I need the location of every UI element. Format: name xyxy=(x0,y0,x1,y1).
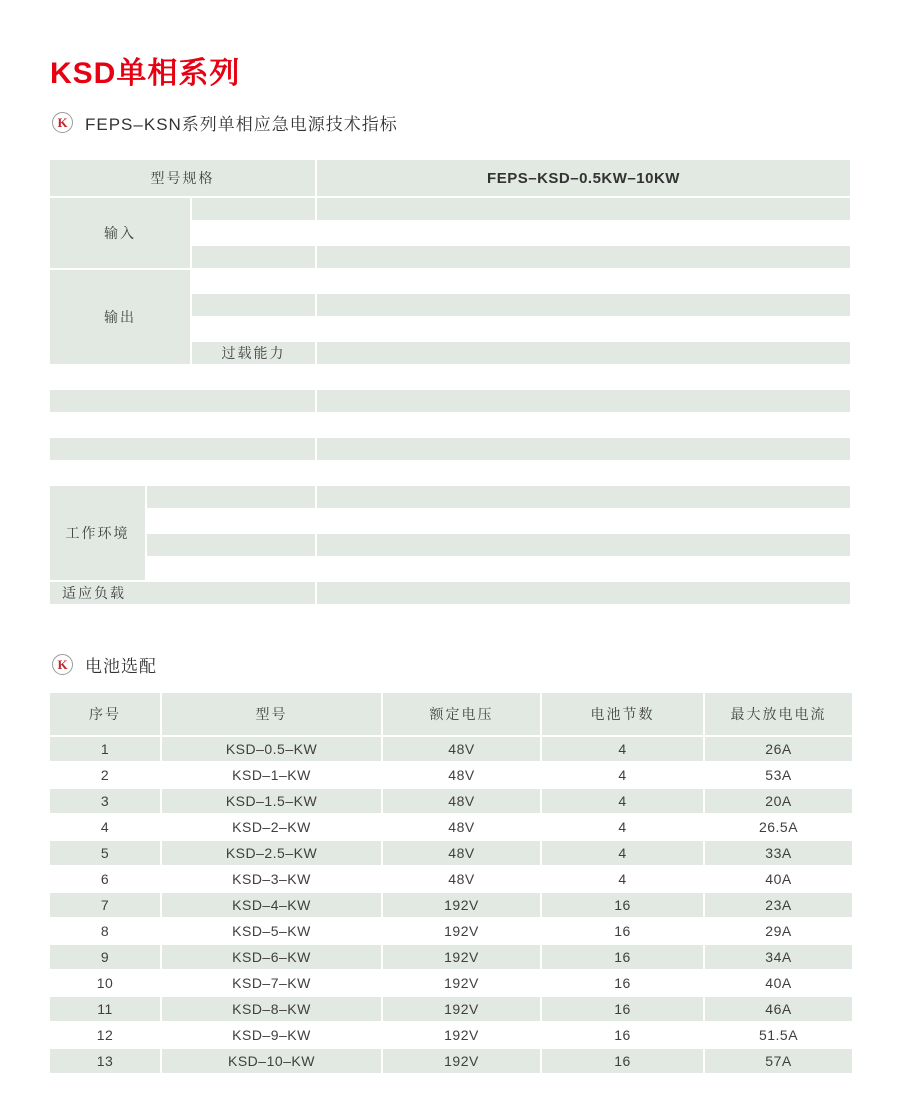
battery-row xyxy=(50,893,852,917)
battery-row xyxy=(50,841,852,865)
col-header-index: 序号 xyxy=(50,693,160,735)
cell-voltage: 192V xyxy=(383,919,540,943)
section-heading-battery xyxy=(52,652,157,677)
battery-row xyxy=(50,919,852,943)
cell-cells: 16 xyxy=(542,919,703,943)
k-circle-icon: K xyxy=(52,654,73,675)
cell-index: 2 xyxy=(50,763,160,787)
cell-current: 40A xyxy=(705,971,852,995)
battery-row xyxy=(50,763,852,787)
battery-row xyxy=(50,1049,852,1073)
cell-index: 4 xyxy=(50,815,160,839)
cell-voltage: 48V xyxy=(383,815,540,839)
cell-model: KSD–1–KW xyxy=(162,763,381,787)
cell-current: 29A xyxy=(705,919,852,943)
cell-model: KSD–5–KW xyxy=(162,919,381,943)
battery-row xyxy=(50,1023,852,1047)
cell-model: KSD–0.5–KW xyxy=(162,737,381,761)
cell-index: 13 xyxy=(50,1049,160,1073)
cell-index: 3 xyxy=(50,789,160,813)
cell-voltage: 48V xyxy=(383,789,540,813)
cell-cells: 16 xyxy=(542,997,703,1021)
battery-header-row xyxy=(50,693,852,735)
spec-group-load: 适应负载 xyxy=(50,582,315,604)
cell-cells: 4 xyxy=(542,763,703,787)
cell-current: 53A xyxy=(705,763,852,787)
cell-voltage: 192V xyxy=(383,997,540,1021)
battery-row xyxy=(50,997,852,1021)
cell-cells: 4 xyxy=(542,815,703,839)
cell-index: 7 xyxy=(50,893,160,917)
spec-header-value: FEPS–KSD–0.5KW–10KW xyxy=(317,160,850,196)
spec-row xyxy=(50,390,850,412)
cell-current: 57A xyxy=(705,1049,852,1073)
spec-table xyxy=(48,158,852,606)
cell-current: 51.5A xyxy=(705,1023,852,1047)
spec-group-output: 输出 xyxy=(50,270,190,364)
battery-row xyxy=(50,815,852,839)
cell-current: 20A xyxy=(705,789,852,813)
cell-current: 40A xyxy=(705,867,852,891)
spec-row xyxy=(50,438,850,460)
cell-cells: 16 xyxy=(542,1049,703,1073)
cell-current: 26A xyxy=(705,737,852,761)
cell-index: 1 xyxy=(50,737,160,761)
spec-header-label: 型号规格 xyxy=(50,160,315,196)
col-header-model: 型号 xyxy=(162,693,381,735)
spec-group-input: 输入 xyxy=(50,198,190,268)
cell-index: 5 xyxy=(50,841,160,865)
spec-row xyxy=(50,270,850,292)
cell-voltage: 48V xyxy=(383,867,540,891)
cell-model: KSD–4–KW xyxy=(162,893,381,917)
cell-voltage: 192V xyxy=(383,1049,540,1073)
cell-current: 46A xyxy=(705,997,852,1021)
cell-voltage: 48V xyxy=(383,737,540,761)
col-header-voltage: 额定电压 xyxy=(383,693,540,735)
battery-row xyxy=(50,789,852,813)
cell-voltage: 48V xyxy=(383,763,540,787)
spec-row xyxy=(50,366,850,388)
spec-header-row xyxy=(50,160,850,196)
cell-model: KSD–7–KW xyxy=(162,971,381,995)
section-title-spec: FEPS–KSN系列单相应急电源技术指标 xyxy=(85,115,398,134)
cell-voltage: 192V xyxy=(383,971,540,995)
spec-label-overload: 过载能力 xyxy=(192,342,315,364)
cell-voltage: 192V xyxy=(383,1023,540,1047)
battery-row xyxy=(50,945,852,969)
spec-row xyxy=(50,582,850,604)
cell-model: KSD–1.5–KW xyxy=(162,789,381,813)
cell-model: KSD–9–KW xyxy=(162,1023,381,1047)
cell-cells: 4 xyxy=(542,867,703,891)
spec-row xyxy=(50,462,850,484)
spec-row xyxy=(50,414,850,436)
cell-voltage: 192V xyxy=(383,945,540,969)
cell-index: 6 xyxy=(50,867,160,891)
cell-model: KSD–6–KW xyxy=(162,945,381,969)
cell-current: 34A xyxy=(705,945,852,969)
cell-cells: 4 xyxy=(542,841,703,865)
cell-index: 11 xyxy=(50,997,160,1021)
cell-model: KSD–3–KW xyxy=(162,867,381,891)
spec-row xyxy=(50,486,850,508)
battery-table-header xyxy=(50,693,852,735)
cell-current: 23A xyxy=(705,893,852,917)
section-heading-spec xyxy=(52,110,398,135)
cell-index: 8 xyxy=(50,919,160,943)
spec-row xyxy=(50,534,850,556)
k-circle-icon: K xyxy=(52,112,73,133)
battery-row xyxy=(50,737,852,761)
battery-table-body xyxy=(50,737,852,1073)
col-header-current: 最大放电电流 xyxy=(705,693,852,735)
spec-row xyxy=(50,198,850,220)
battery-row xyxy=(50,971,852,995)
cell-voltage: 192V xyxy=(383,893,540,917)
cell-current: 26.5A xyxy=(705,815,852,839)
cell-voltage: 48V xyxy=(383,841,540,865)
cell-model: KSD–8–KW xyxy=(162,997,381,1021)
page-title: KSD单相系列 xyxy=(50,57,241,90)
cell-cells: 4 xyxy=(542,737,703,761)
cell-model: KSD–10–KW xyxy=(162,1049,381,1073)
section-title-battery: 电池选配 xyxy=(85,657,157,676)
battery-row xyxy=(50,867,852,891)
spec-row xyxy=(50,510,850,532)
spec-group-environment: 工作环境 xyxy=(50,486,145,580)
spec-row xyxy=(50,558,850,580)
cell-index: 12 xyxy=(50,1023,160,1047)
cell-model: KSD–2–KW xyxy=(162,815,381,839)
cell-cells: 16 xyxy=(542,1023,703,1047)
cell-cells: 16 xyxy=(542,971,703,995)
col-header-cells: 电池节数 xyxy=(542,693,703,735)
cell-cells: 16 xyxy=(542,893,703,917)
cell-model: KSD–2.5–KW xyxy=(162,841,381,865)
battery-table xyxy=(48,691,854,1075)
cell-index: 9 xyxy=(50,945,160,969)
cell-cells: 4 xyxy=(542,789,703,813)
cell-cells: 16 xyxy=(542,945,703,969)
cell-current: 33A xyxy=(705,841,852,865)
cell-index: 10 xyxy=(50,971,160,995)
